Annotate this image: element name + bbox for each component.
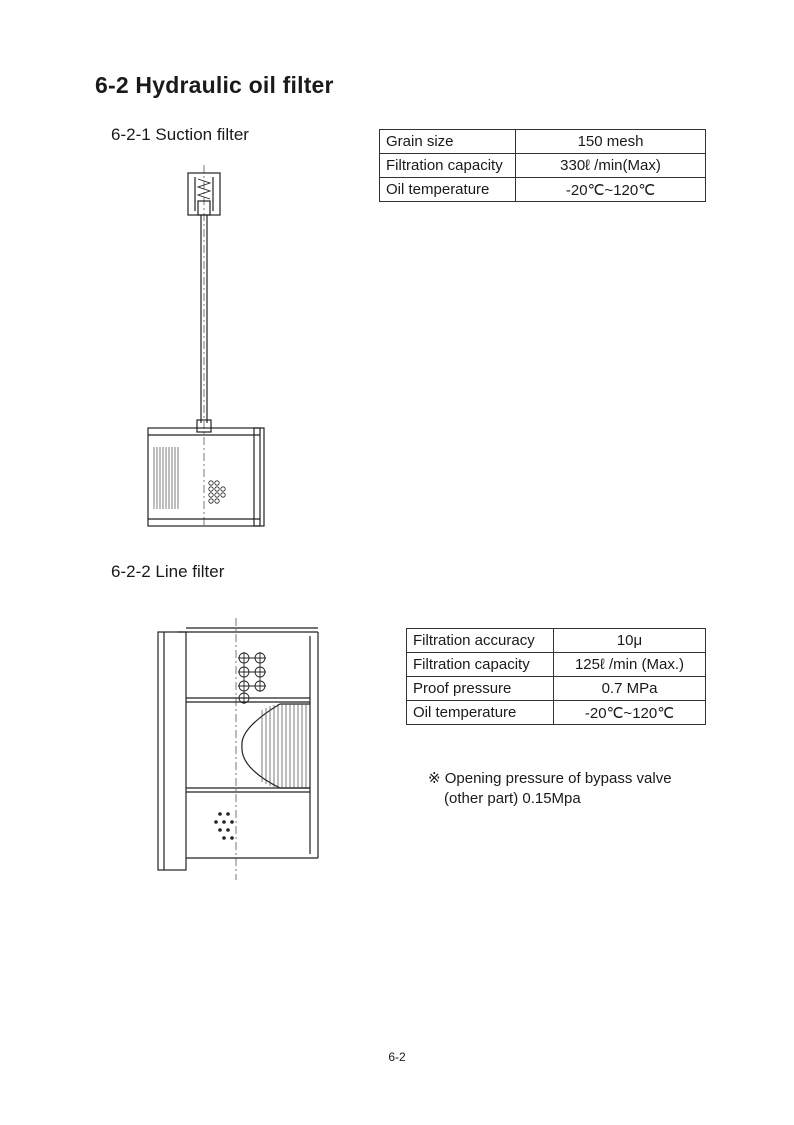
spec-value: 10μ: [554, 629, 706, 653]
spec-value: 0.7 MPa: [554, 677, 706, 701]
line-filter-heading: 6-2-2 Line filter: [111, 562, 225, 581]
page-number: 6-2: [388, 1050, 406, 1064]
bypass-note-line2: (other part) 0.15Mpa: [444, 790, 581, 807]
table-row: [380, 178, 706, 202]
table-row: [407, 629, 706, 653]
spec-value: 330ℓ /min(Max): [516, 154, 706, 178]
spec-label: Filtration capacity: [380, 154, 516, 178]
spec-label: Grain size: [380, 130, 516, 154]
suction-filter-drawing: [140, 165, 280, 535]
spec-value: 150 mesh: [516, 130, 706, 154]
spec-label: Oil temperature: [380, 178, 516, 202]
table-row: [380, 130, 706, 154]
bypass-note-line1: ※ Opening pressure of bypass valve: [428, 770, 672, 787]
spec-value: -20℃~120℃: [554, 701, 706, 725]
spec-label: Filtration accuracy: [407, 629, 554, 653]
spec-label: Oil temperature: [407, 701, 554, 725]
section-title: 6-2 Hydraulic oil filter: [95, 72, 334, 98]
table-row: [407, 653, 706, 677]
spec-label: Filtration capacity: [407, 653, 554, 677]
suction-filter-heading: 6-2-1 Suction filter: [111, 125, 249, 144]
table-row: [380, 154, 706, 178]
table-row: [407, 677, 706, 701]
table-row: [407, 701, 706, 725]
spec-value: 125ℓ /min (Max.): [554, 653, 706, 677]
line-spec-table: [406, 628, 706, 725]
line-filter-drawing: [150, 618, 330, 880]
suction-spec-table: [379, 129, 706, 202]
spec-value: -20℃~120℃: [516, 178, 706, 202]
spec-label: Proof pressure: [407, 677, 554, 701]
